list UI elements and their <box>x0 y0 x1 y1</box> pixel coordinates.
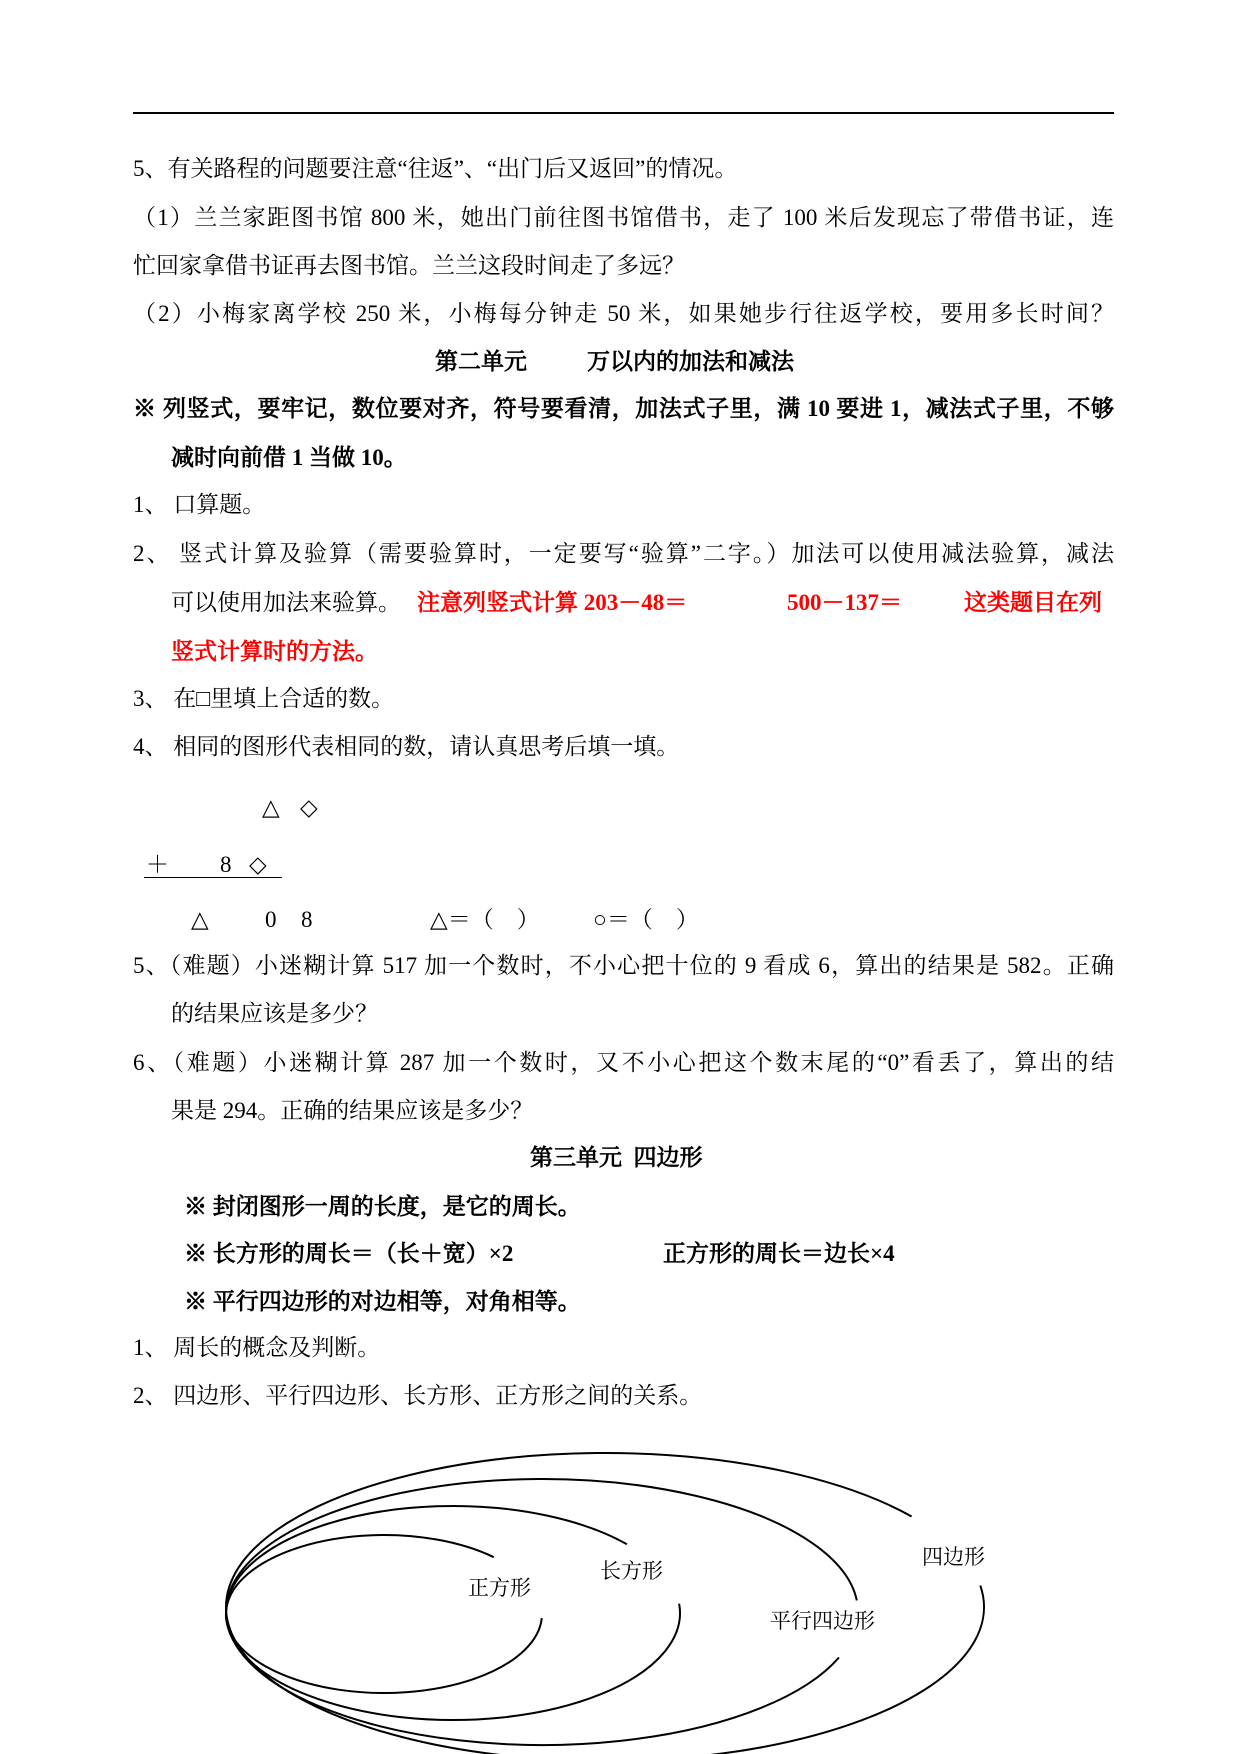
unit2-rule-line1: ※ 列竖式，要牢记，数位要对齐，符号要看清，加法式子里，满 10 要进 1，减法式子里，不够 <box>133 396 1114 421</box>
label-quadrilateral: 四边形 <box>922 1545 985 1569</box>
label-parallelogram: 平行四边形 <box>770 1609 875 1633</box>
unit2-item3: 3、 在□里填上合适的数。 <box>133 686 395 711</box>
unit2-title-b: 万以内的加法和减法 <box>587 349 794 374</box>
unit3-rule3: ※ 平行四边形的对边相等，对角相等。 <box>184 1289 581 1314</box>
unit2-item2-red-note: 注意列竖式计算 203－48＝ <box>417 590 688 615</box>
unit3-rule2-square: 正方形的周长＝边长×4 <box>663 1241 895 1266</box>
puzzle-digit-0: 0 <box>265 907 277 932</box>
unit2-item2-line1: 2、 竖式计算及验算（需要验算时，一定要写“验算”二字。）加法可以使用减法验算，减法 <box>133 541 1114 566</box>
unit1-item5: 5、有关路程的问题要注意“往返”、“出门后又返回”的情况。 <box>133 156 738 181</box>
rectangle-ellipse <box>226 1506 680 1720</box>
parallelogram-ellipse <box>226 1479 857 1745</box>
puzzle-triangle: △ <box>262 795 280 820</box>
puzzle-triangle: △ <box>191 907 209 932</box>
unit2-item1: 1、 口算题。 <box>133 492 266 517</box>
puzzle-answer-triangle: △＝（ ） <box>430 907 540 932</box>
unit3-rule2-rectangle: ※ 长方形的周长＝（长＋宽）×2 <box>184 1241 514 1266</box>
unit2-item2-line2: 可以使用加法来验算。 <box>171 590 401 615</box>
unit1-q1-line2: 忙回家拿借书证再去图书馆。兰兰这段时间走了多远？ <box>133 253 685 278</box>
unit2-item6-line2: 果是 294。正确的结果应该是多少？ <box>171 1098 534 1123</box>
square-ellipse <box>226 1535 542 1693</box>
unit2-item6-line1: 6、（难题）小迷糊计算 287 加一个数时，又不小心把这个数末尾的“0”看丢了，算出的结 <box>133 1050 1114 1075</box>
unit2-item5-line2: 的结果应该是多少？ <box>171 1001 378 1026</box>
unit1-q2: （2）小梅家离学校 250 米，小梅每分钟走 50 米，如果她步行往返学校，要用多长时间？ <box>133 301 1114 326</box>
label-rectangle: 长方形 <box>600 1559 663 1583</box>
puzzle-plus: ＋ <box>146 852 169 877</box>
puzzle-answer-circle: ○＝（ ） <box>593 907 699 932</box>
unit2-rule-line2: 减时向前借 1 当做 10。 <box>171 445 407 470</box>
quadrilateral-ellipse <box>226 1453 984 1754</box>
puzzle-diamond: ◇ <box>249 852 267 877</box>
unit2-item4: 4、 相同的图形代表相同的数，请认真思考后填一填。 <box>133 734 680 759</box>
unit3-item1: 1、 周长的概念及判断。 <box>133 1335 381 1360</box>
puzzle-digit-8: 8 <box>220 852 232 877</box>
puzzle-diamond: ◇ <box>300 795 318 820</box>
unit2-item2-red-line3: 竖式计算时的方法。 <box>171 639 378 664</box>
label-square: 正方形 <box>468 1576 531 1600</box>
unit2-title-a: 第二单元 <box>435 349 527 374</box>
unit3-title: 第三单元 四边形 <box>530 1145 703 1170</box>
unit3-item2: 2、 四边形、平行四边形、长方形、正方形之间的关系。 <box>133 1383 703 1408</box>
unit2-item2-red-expr: 500－137＝ <box>787 590 902 615</box>
unit3-rule1: ※ 封闭图形一周的长度，是它的周长。 <box>184 1194 581 1219</box>
puzzle-digit-8: 8 <box>301 907 313 932</box>
unit1-q1-line1: （1）兰兰家距图书馆 800 米，她出门前往图书馆借书，走了 100 米后发现忘了带借书证，连 <box>133 205 1114 230</box>
unit2-item5-line1: 5、（难题）小迷糊计算 517 加一个数时，不小心把十位的 9 看成 6，算出的结果是 582。正确 <box>133 953 1114 978</box>
unit2-item2-red-tail: 这类题目在列 <box>964 590 1102 615</box>
